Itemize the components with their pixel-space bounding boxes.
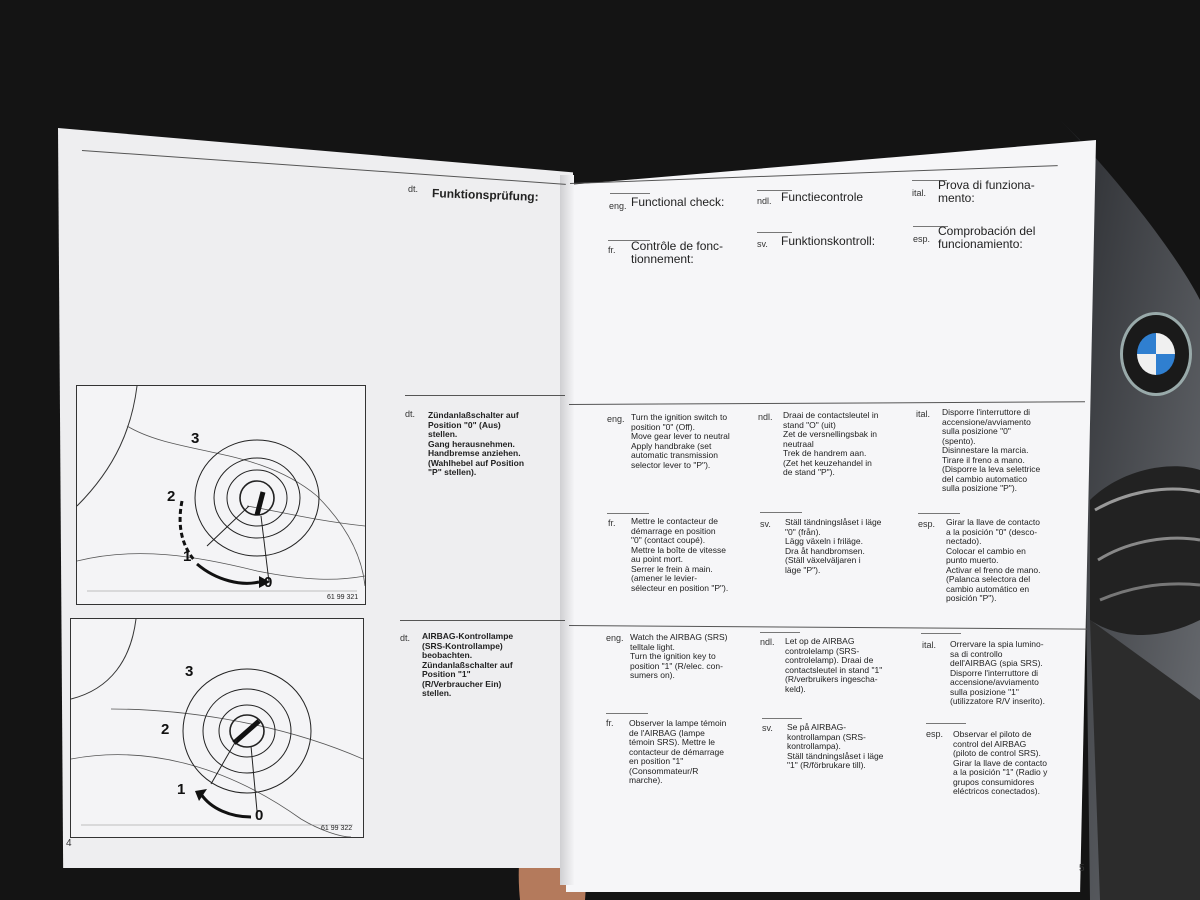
s1-sv-text: Ställ tändningslåset i läge "0" (från). Lägg växeln i friläge. Dra åt handbromsen. (Ställ växelväljaren i läge "P"). [785,517,882,575]
left-step1-text: Zündanlaßschalter auf Position "0" (Aus) stellen. Gang herausnehmen. Handbremse anziehen. (Wahlhebel auf Position "P" stellen). [428,410,525,478]
ignition-diagram-1 [77,386,365,604]
s2-ital-mark [921,633,961,634]
hdr-eng-mark [610,193,650,194]
fig2-label-0: 0 [255,807,264,824]
fig2-label-3: 3 [185,663,194,680]
hdr-sv-lang: sv. [757,239,768,249]
hdr-eng-lang: eng. [609,201,627,211]
s1-ndl-lang: ndl. [758,412,773,422]
s1-sv-lang: sv. [760,519,771,529]
s2-eng-text: Watch the AIRBAG (SRS) telltale light. Turn the ignition key to position "1" (R/elec. con- sumers on). [630,632,728,681]
s1-eng-lang: eng. [607,414,625,424]
s2-ital-lang: ital. [922,640,937,650]
fig1-label-3: 3 [191,430,200,447]
s1-ital-lang: ital. [916,409,931,419]
s1-sv-mark [760,512,802,513]
s2-ndl-mark [760,632,800,633]
right-page-number: 5 [1079,863,1085,874]
hdr-esp-title: Comprobación del funcionamiento: [938,224,1036,252]
hdr-ital-title: Prova di funziona- mento: [938,178,1035,206]
fig1-label-0: 0 [264,574,273,591]
fig2-code: 61 99 322 [321,825,353,832]
ignition-figure-2 [70,618,364,838]
s1-eng-text: Turn the ignition switch to position "0" (Off). Move gear lever to neutral Apply handbrake (set automatic transmission selector lever to "P"). [631,412,730,470]
left-step1-lang: dt. [405,409,416,419]
s2-ndl-text: Let op de AIRBAG controlelamp (SRS- controlelamp). Draai de contactsleutel in stand "1" (R/verbruikers ingescha- keld). [785,636,883,694]
s1-esp-lang: esp. [918,519,936,529]
s1-fr-lang: fr. [608,518,616,528]
s2-fr-text: Observer la lampe témoin de l'AIRBAG (lampe témoin SRS). Mettre le contacteur de démarrage en position "1" (Consommateur/R marche). [629,718,727,786]
ignition-diagram-2 [71,619,363,837]
left-header-title: Funktionsprüfung: [431,186,539,204]
hdr-fr-title: Contrôle de fonc- tionnement: [631,239,724,267]
s2-sv-text: Se på AIRBAG- kontrollampan (SRS- kontrollampa). Ställ tändningslåset i läge "1" (R/förbrukare till). [787,722,884,771]
s1-esp-mark [918,513,960,514]
left-header-lang: dt. [408,184,419,194]
s2-fr-mark [606,713,648,714]
hdr-eng-title: Functional check: [631,195,725,209]
s1-esp-text: Girar la llave de contacto a la posición "0" (desco- nectado). Colocar el cambio en punto muerto. Activar el freno de mano. (Palanca selectora del cambio automático en posición "P"). [946,517,1041,604]
s2-sv-mark [762,718,802,719]
bmw-emblem [1120,312,1192,396]
left-step2-lang: dt. [400,633,411,643]
ignition-figure-1 [76,385,366,605]
left-rule-3 [400,620,565,621]
left-rule-2 [405,395,565,396]
book-gutter [560,175,574,885]
s2-esp-lang: esp. [926,729,944,739]
fig1-code: 61 99 321 [327,594,359,601]
s2-ndl-lang: ndl. [760,637,775,647]
s1-fr-text: Mettre le contacteur de démarrage en position "0" (contact coupé). Mettre la boîte de vitesse au point mort. Serrer le frein à main. (amener le levier- sélecteur en position "P"). [631,516,729,593]
fig2-label-2: 2 [161,721,170,738]
s2-esp-mark [926,723,966,724]
hdr-sv-mark [757,232,792,233]
fig1-label-2: 2 [167,488,176,505]
s2-sv-lang: sv. [762,723,773,733]
left-page-number: 4 [66,838,72,849]
s2-fr-lang: fr. [606,718,614,728]
s1-fr-mark [607,513,649,514]
left-step2-text: AIRBAG-Kontrollampe (SRS-Kontrollampe) beobachten. Zündanlaßschalter auf Position "1" (R/Verbraucher Ein) stellen. [422,631,514,699]
s2-ital-text: Orrervare la spia lumino- sa di controllo dell'AIRBAG (spia SRS). Disporre l'interruttore di accensione/avviamento sulla posizione "1" (utilizzatore R/V inserito). [950,639,1045,707]
s1-ndl-text: Draai de contactsleutel in stand "O" (uit) Zet de versnellingsbak in neutraal Trek de handrem aan. (Zet het keuzehandel in de stand "P"). [783,410,879,478]
s2-esp-text: Observar el piloto de control del AIRBAG (piloto de control SRS). Girar la llave de contacto a la posición "1" (Radio y grupos consumidores eléctricos conectados). [953,729,1048,797]
hdr-fr-lang: fr. [608,245,616,255]
hdr-ndl-lang: ndl. [757,196,772,206]
hdr-ndl-title: Functiecontrole [781,190,864,204]
fig1-label-1: 1 [183,548,192,565]
hdr-esp-lang: esp. [913,234,931,244]
hdr-sv-title: Funktionskontroll: [781,234,876,248]
s1-ital-text: Disporre l'interruttore di accensione/avviamento sulla posizione "0" (spento). Disinnestare la marcia. Tirare il freno a mano. (Disporre la leva selettrice del cambio automatico sulla posizione "P"). [942,407,1041,494]
hdr-ital-lang: ital. [912,188,927,198]
fig2-label-1: 1 [177,781,186,798]
s2-eng-lang: eng. [606,633,624,643]
